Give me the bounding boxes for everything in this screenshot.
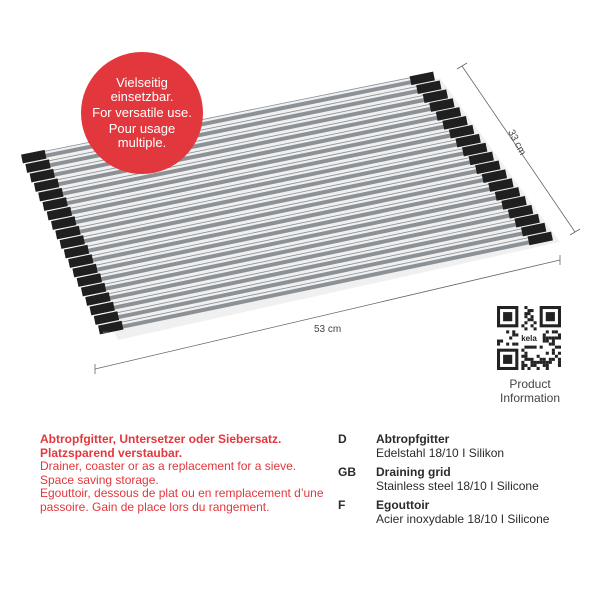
silicone-end-cap xyxy=(26,164,50,169)
silicone-end-cap xyxy=(48,211,72,216)
product-description xyxy=(40,433,330,514)
silicone-end-cap xyxy=(22,154,46,159)
silicone-end-cap xyxy=(39,192,63,197)
width-label: 53 cm xyxy=(314,324,342,335)
silicone-end-cap xyxy=(31,173,55,178)
silicone-end-cap xyxy=(483,174,507,179)
silicone-end-cap xyxy=(502,200,526,205)
qr-caption-line: Information xyxy=(499,391,561,405)
silicone-end-cap xyxy=(489,183,513,188)
silicone-end-cap xyxy=(430,103,454,108)
silicone-end-cap xyxy=(90,306,114,311)
badge-line: Vielseitig xyxy=(116,75,168,90)
silicone-end-cap xyxy=(417,85,441,90)
silicone-end-cap xyxy=(437,112,461,117)
silicone-end-cap xyxy=(456,138,480,143)
silicone-end-cap xyxy=(424,94,448,99)
qr-code-icon xyxy=(497,306,561,370)
silicone-end-cap xyxy=(73,268,97,273)
badge-line: For versatile use. xyxy=(92,105,192,120)
silicone-end-cap xyxy=(35,183,59,188)
product-material: Edelstahl 18/10 I Silikon xyxy=(376,445,505,460)
silicone-end-cap xyxy=(95,316,119,321)
product-material: Stainless steel 18/10 I Silicone xyxy=(376,478,539,493)
language-row xyxy=(338,433,588,460)
silicone-end-cap xyxy=(86,297,110,302)
brand-mark: kela xyxy=(103,330,109,334)
language-code: D xyxy=(338,432,347,446)
badge-line: einsetzbar. xyxy=(110,89,174,104)
language-list xyxy=(338,433,588,532)
silicone-end-cap xyxy=(43,202,67,207)
language-code: GB xyxy=(338,465,356,479)
qr-caption-line: Product xyxy=(509,377,551,391)
depth-label: 33 cm xyxy=(505,128,528,158)
description-headline: Platzsparend verstaubar. xyxy=(40,445,183,460)
silicone-end-cap xyxy=(443,120,467,125)
language-code: F xyxy=(338,498,346,512)
qr-center-label: kela xyxy=(521,334,537,343)
silicone-end-cap xyxy=(522,227,546,232)
qr-code[interactable] xyxy=(497,306,561,370)
description-french: Egouttoir, dessous de plat ou en remplacement d’une passoire. Gain de place lors du rangement. xyxy=(40,486,324,514)
silicone-end-cap xyxy=(509,209,533,214)
versatile-use-badge xyxy=(81,52,203,174)
silicone-end-cap xyxy=(56,230,80,235)
silicone-end-cap xyxy=(496,192,520,197)
language-row xyxy=(338,499,588,526)
product-material: Acier inoxydable 18/10 I Silicone xyxy=(376,511,550,526)
badge-line: multiple. xyxy=(117,135,167,150)
silicone-end-cap xyxy=(410,76,434,81)
silicone-end-cap xyxy=(515,218,539,223)
qr-caption xyxy=(480,377,580,405)
silicone-end-cap xyxy=(82,287,106,292)
badge-line: Pour usage xyxy=(108,121,176,136)
silicone-end-cap xyxy=(78,278,102,283)
silicone-end-cap xyxy=(476,165,500,170)
description-headline: Abtropfgitter, Untersetzer oder Siebersatz. xyxy=(40,432,282,446)
silicone-end-cap xyxy=(529,236,552,241)
silicone-end-cap xyxy=(450,129,474,134)
silicone-end-cap xyxy=(469,156,493,161)
product-name: Draining grid xyxy=(376,465,451,479)
product-name: Egouttoir xyxy=(376,498,430,512)
silicone-end-cap xyxy=(65,249,89,254)
product-name: Abtropfgitter xyxy=(376,432,450,446)
language-row xyxy=(338,466,588,493)
description-english: Drainer, coaster or as a replacement for a sieve. Space saving storage. xyxy=(40,459,297,487)
silicone-end-cap xyxy=(61,240,85,245)
silicone-end-cap xyxy=(69,259,93,264)
silicone-end-cap xyxy=(463,147,487,152)
silicone-end-cap xyxy=(52,221,76,226)
